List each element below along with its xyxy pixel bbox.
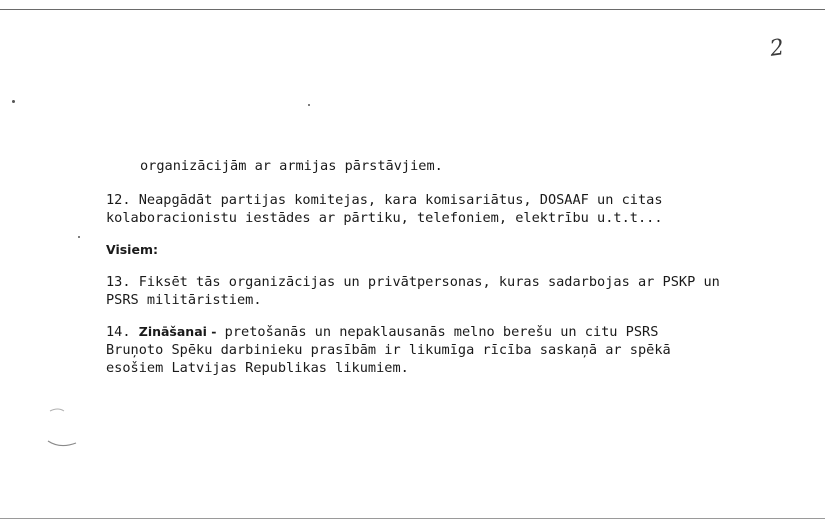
item-14-line-1 xyxy=(106,322,754,342)
item-14-line-1-text: pretošanās un nepaklausanās melno berešu un citu PSRS xyxy=(224,324,659,340)
handwritten-page-number: 2 xyxy=(768,35,786,62)
scan-speck xyxy=(78,236,80,238)
item-14-number: 14. xyxy=(106,324,131,340)
item-14-line-3: esošiem Latvijas Republikas likumiem. xyxy=(106,360,409,376)
item-14-line-2: Bruņoto Spēku darbinieku prasībām ir likumīga rīcība saskaņā ar spēkā xyxy=(106,342,671,358)
top-border-line xyxy=(0,9,825,10)
item-13-line-1: 13. Fiksēt tās organizācijas un privātpersonas, kuras sadarbojas ar PSKP un xyxy=(106,274,720,290)
bottom-border-line xyxy=(0,518,825,519)
item-12-line-1: 12. Neapgādāt partijas komitejas, kara komisariātus, DOSAAF un citas xyxy=(106,192,663,208)
item-12-line-2: kolaboracionistu iestādes ar pārtiku, telefoniem, elektrību u.t.t... xyxy=(106,210,663,226)
continuation-line: organizācijām ar armijas pārstāvjiem. xyxy=(140,158,443,174)
item-13-line-2: PSRS militāristiem. xyxy=(106,292,262,308)
scan-speck xyxy=(308,104,310,106)
margin-mark xyxy=(44,405,84,455)
item-14-label: Zināšanai - xyxy=(138,324,217,339)
section-heading: Visiem: xyxy=(106,242,158,257)
scan-speck xyxy=(12,100,15,103)
